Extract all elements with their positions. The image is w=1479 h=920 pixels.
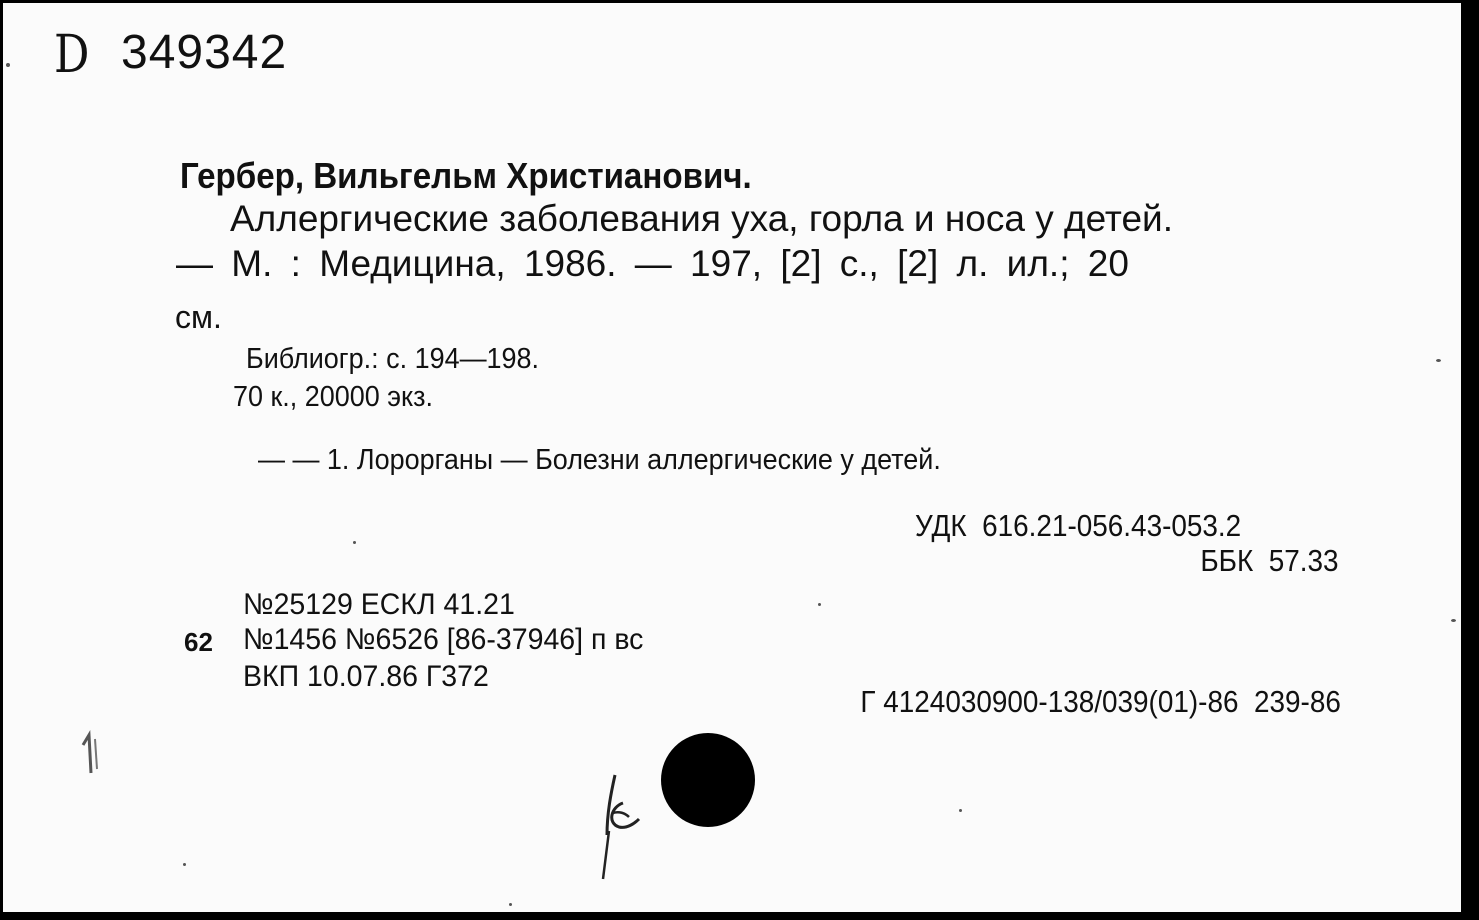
title-line-2: — М. : Медицина, 1986. — 197, [2] с., [2] л. ил.; 20 xyxy=(176,243,1129,284)
subject-heading: — — 1. Лорорганы — Болезни аллергические у детей. xyxy=(258,444,941,476)
bibliography-note: Библиогр.: с. 194—198. xyxy=(246,343,540,375)
accession-number: 349342 xyxy=(121,26,288,79)
price-circulation: 70 к., 20000 экз. xyxy=(233,381,433,413)
speck xyxy=(353,541,356,544)
speck xyxy=(1436,359,1441,362)
title-line-3: см. xyxy=(175,299,222,335)
publication-code: Г 4124030900-138/039(01)-86 239-86 xyxy=(860,684,1341,719)
registration-line-3: ВКП 10.07.86 Г372 xyxy=(243,660,489,693)
udk-code: УДК 616.21-056.43-053.2 xyxy=(915,508,1242,543)
accession-letter: D xyxy=(54,25,90,85)
registration-prefix: 62 xyxy=(184,627,213,657)
handwritten-mark xyxy=(593,763,653,883)
speck xyxy=(6,63,10,67)
registration-line-1: №25129 ЕСКЛ 41.21 xyxy=(243,588,515,621)
title-line-1: Аллергические заболевания уха, горла и носа у детей. xyxy=(230,198,1173,239)
speck xyxy=(183,863,186,866)
pencil-mark xyxy=(73,729,113,779)
author-heading: Гербер, Вильгельм Христианович. xyxy=(180,155,752,196)
speck xyxy=(1451,619,1456,622)
catalog-card xyxy=(3,3,1461,912)
speck xyxy=(509,903,512,906)
bbk-code: ББК 57.33 xyxy=(1200,543,1339,578)
speck xyxy=(959,809,962,812)
registration-line-2: №1456 №6526 [86-37946] п вс xyxy=(243,623,644,656)
speck xyxy=(818,603,821,606)
punch-hole xyxy=(661,733,755,827)
